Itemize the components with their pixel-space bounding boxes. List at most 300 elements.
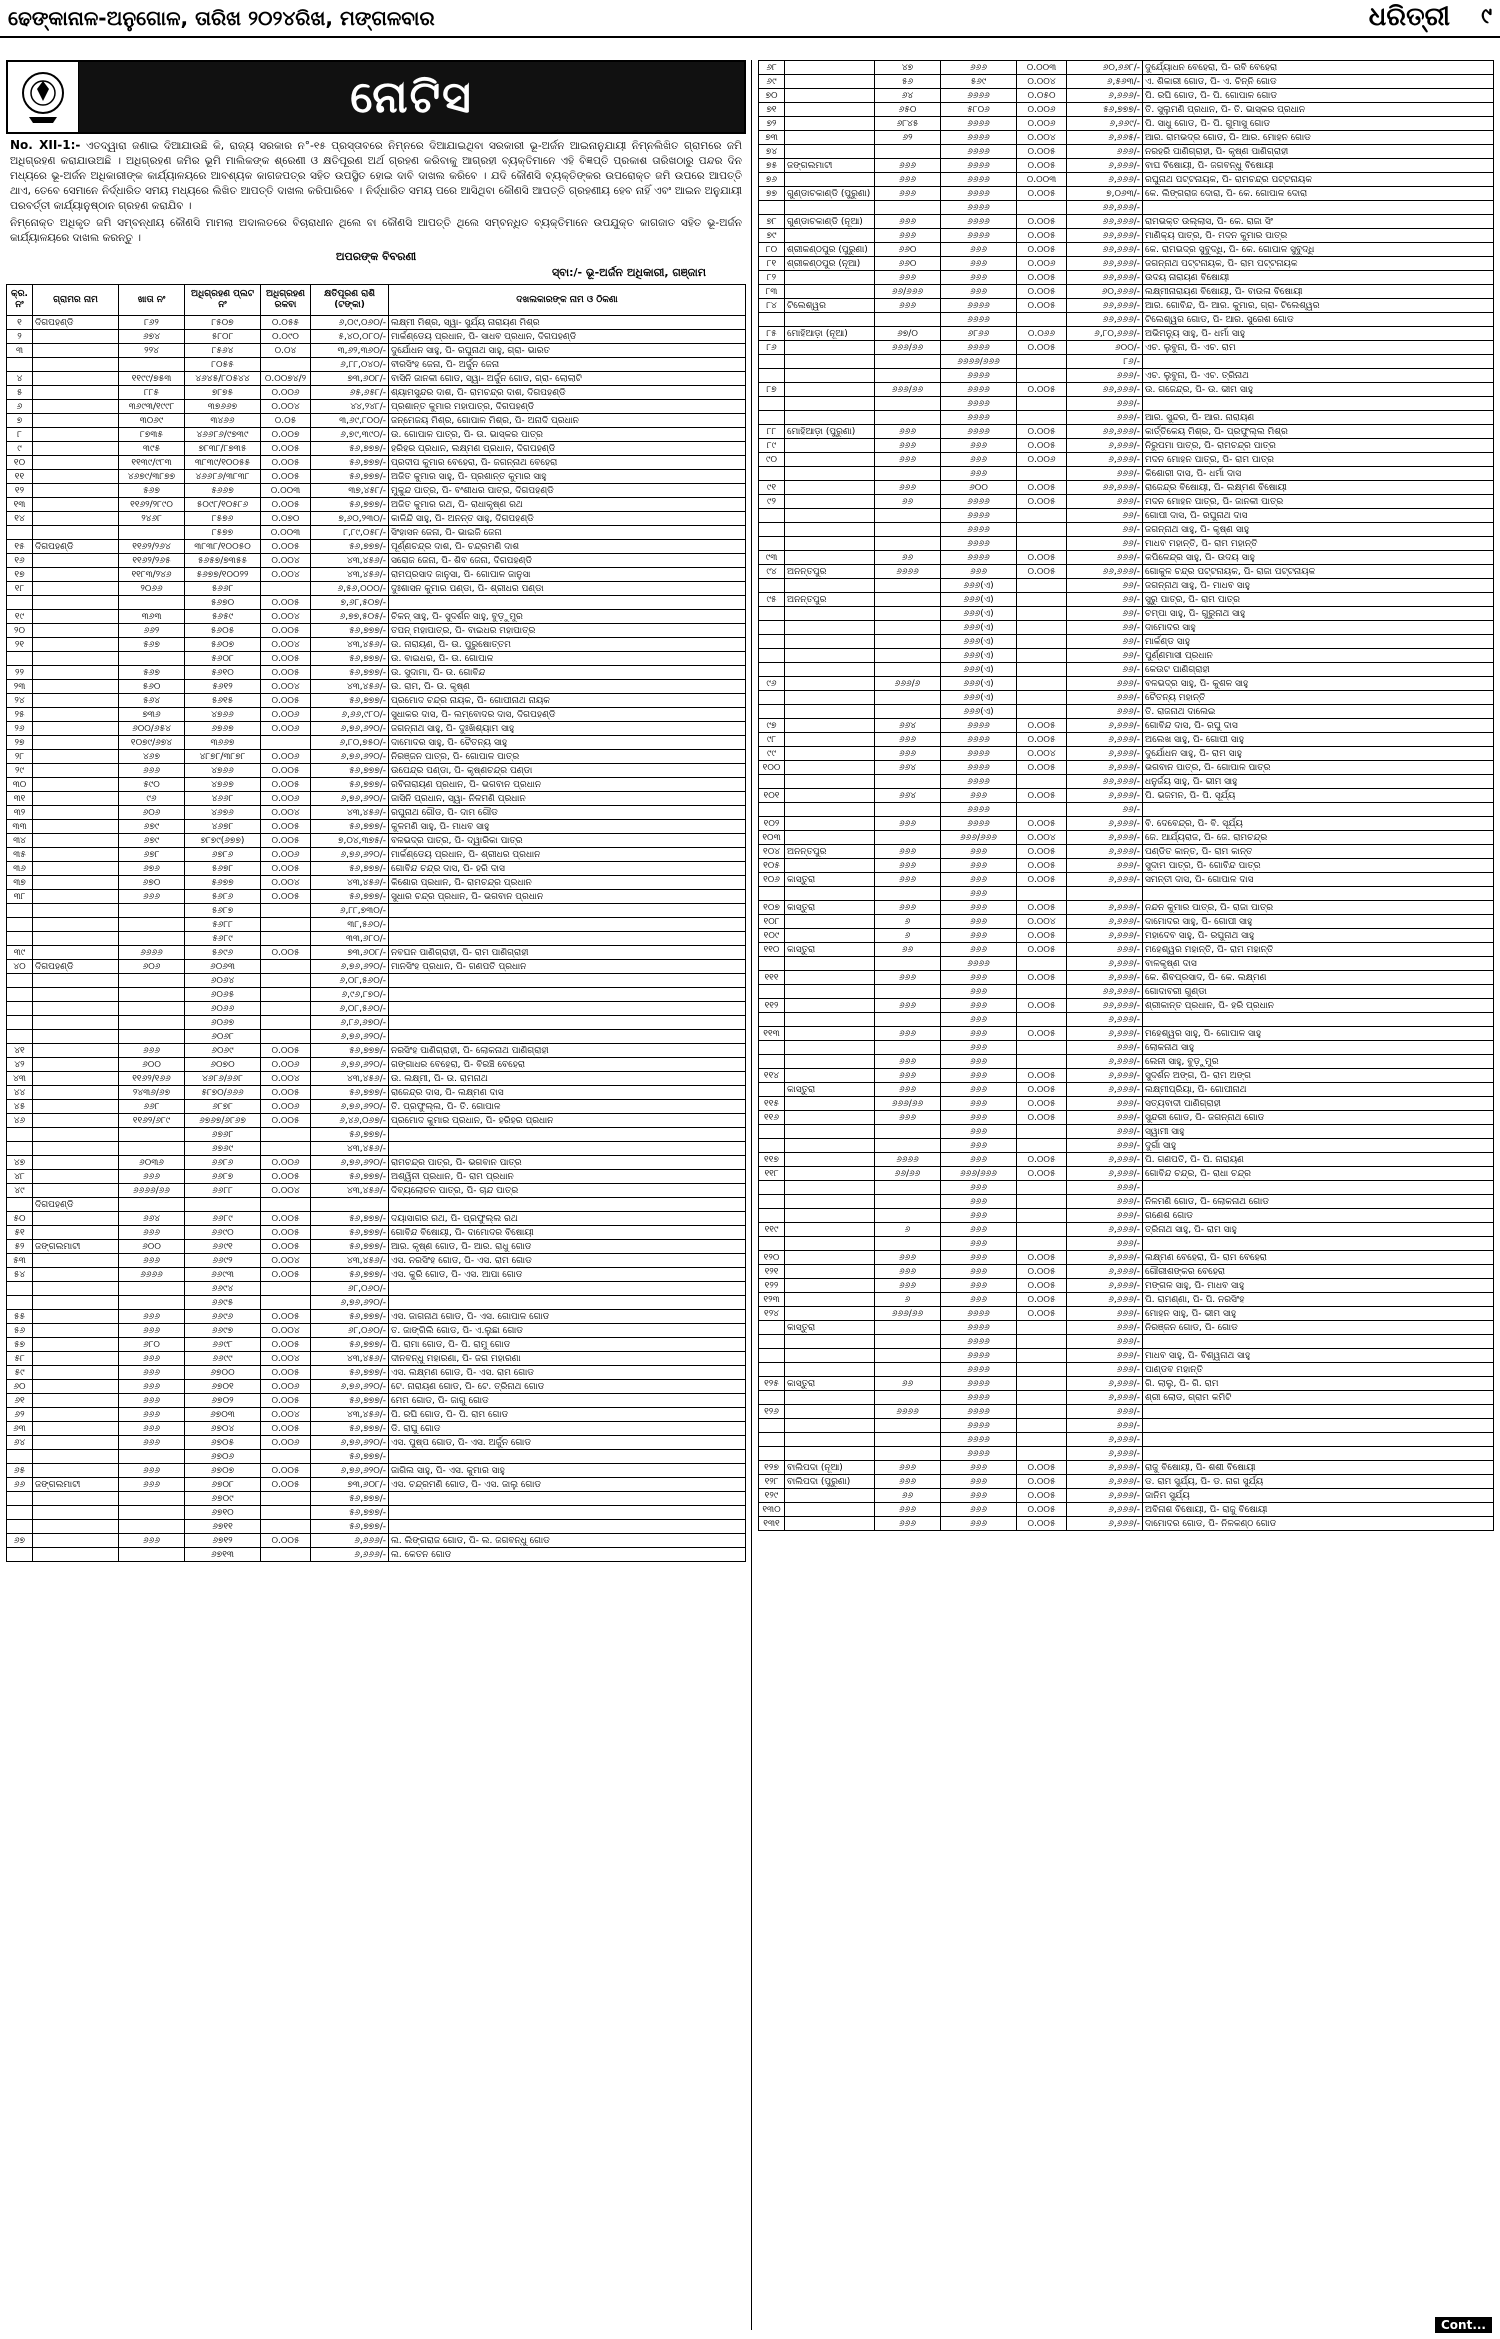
table-cell [785,887,875,901]
table-cell: ୦.୦୦୩ [261,484,311,498]
table-cell: ୫୬,୭୭୭/- [311,1212,389,1226]
table-cell: ବାଳକୃଷ୍ଣ ଦାସ [1143,957,1494,971]
table-cell: ନିଳମଣି ଗୋଡ, ପି- ଲୋକନାଥ ଗୋଡ [1143,1195,1494,1209]
table-cell [1143,1237,1494,1251]
table-cell: ୧୧୯୯/୭୫୩ [119,372,185,386]
table-cell: ୮୦ [759,243,785,257]
table-cell: ୪୯ [7,1184,33,1198]
table-row [7,484,746,498]
table-cell: ୬,୬୬୬/- [1067,1279,1143,1293]
table-cell: ୬୬୬ [941,1069,1017,1083]
table-cell [33,1296,119,1310]
table-cell: ୬୬୬(ଏ) [941,579,1017,593]
table-cell: ୬୬୬/୬୬୬ [941,1167,1017,1181]
table-cell: ୪୩,୪୫୬/- [311,638,389,652]
table-cell: ପ୍ରଦୀପ କୁମାର ବେହେରା, ପି- ଜଗନ୍ନାଥ ବେହେରା [389,456,746,470]
table-cell: ୦.୦୦୫ [1017,971,1067,985]
table-cell [785,859,875,873]
table-cell: ଜନ୍ମେଜୟ ମିଶ୍ର, ଗୋପାଳ ମିଶ୍ର, ପି- ଅନାଦି ପ୍ରଧାନ [389,414,746,428]
table-cell [33,1086,119,1100]
table-cell: ୬,୭୬,୬୨୦/- [311,1030,389,1044]
table-row [759,313,1494,327]
table-cell: ଏ. ଶିକାରୀ ଗୋଡ, ପି- ଏ. ଚିନ୍ନି ଗୋଡ [1143,75,1494,89]
table-row [7,848,746,862]
table-cell: ୦.୦୦୫ [1017,1265,1067,1279]
table-cell: ୬୮,୦୬୦/- [311,1324,389,1338]
table-cell: ଜଙ୍ଗଲମାଟୀ [33,1478,119,1492]
table-cell: ୬,୮୮,୦୪୦/- [311,358,389,372]
table-cell [759,355,785,369]
table-cell: ୬୬୮ [119,1100,185,1114]
table-cell: ୧୮ [7,582,33,596]
table-cell: ୬୬୬/- [1067,1097,1143,1111]
table-cell: ୬୦,୬୬୬/- [1067,285,1143,299]
table-row [7,1198,746,1212]
table-cell: ଦାମୋଦର ସାହୁ, ପି- ଗୋପୀ ସାହୁ [1143,915,1494,929]
table-row [759,705,1494,719]
table-cell: ୬୬୬ [875,299,941,313]
table-cell: ସୁଦର୍ଶନ ଅଙ୍ଗ, ପି- ରାମ ଅଙ୍ଗ [1143,1069,1494,1083]
table-cell: ୫ [7,386,33,400]
table-cell: ତି. ପ୍ରଫୁଲ୍ଲ, ପି- ତି. ଗୋପାଳ [389,1100,746,1114]
table-row [759,677,1494,691]
table-row [7,456,746,470]
table-row [7,330,746,344]
table-row [759,103,1494,117]
table-cell: ୬୦,୬୬୮/- [1067,61,1143,75]
table-cell: ରାଜେନ୍ଦ୍ର ଦାସ, ପି- ଲକ୍ଷ୍ମଣ ଦାସ [389,1086,746,1100]
table-cell [33,1310,119,1324]
table-cell [785,817,875,831]
table-cell [33,1072,119,1086]
table-cell [33,582,119,596]
table-cell [33,722,119,736]
table-cell: ୬୬୮୮ [185,1184,261,1198]
table-cell: ୧୧୮୩/୨୪୬ [119,568,185,582]
table-cell [785,383,875,397]
table-cell [33,1044,119,1058]
table-row [759,117,1494,131]
left-column [6,60,746,2330]
table-cell: ୬,୬୬୬/- [1067,1447,1143,1461]
table-cell: ୫୬,୭୭୭/- [311,470,389,484]
table-cell [759,1181,785,1195]
table-cell: ୬,୬୬୬/- [1067,1265,1143,1279]
table-cell [33,1548,119,1562]
table-cell [785,439,875,453]
table-cell: ୬ [875,1293,941,1307]
table-cell: ରଘୁନାଥ ଗୌଡ, ପି- ଦାମ ଗୌଡ [389,806,746,820]
table-cell: ୬,୬୬୬/- [1067,1055,1143,1069]
table-row [759,1251,1494,1265]
table-cell: ଏସ. ପୁଷ୍ପ ଗୋଡ, ପି- ଏସ. ଅର୍ଜୁନ ଗୋଡ [389,1436,746,1450]
table-cell: ୦.୦୦୫ [1017,901,1067,915]
table-cell [261,1128,311,1142]
table-cell [785,1069,875,1083]
table-cell: ୦.୦୦୫ [261,470,311,484]
table-cell [119,918,185,932]
table-row [759,719,1494,733]
table-cell: ୭୩,୬୦୮/- [311,946,389,960]
table-cell: ଚୈତନ୍ୟ ମହାନ୍ତି [1143,691,1494,705]
table-cell [33,806,119,820]
table-cell [785,831,875,845]
table-cell: ଦୁର୍ଯ୍ୟୋଧନ ବେହେରା, ପି- ରବି ବେହେରା [1143,61,1494,75]
table-cell [785,719,875,733]
table-cell [875,1363,941,1377]
table-cell: ୬୬୬ [941,859,1017,873]
table-cell: ୬୫ [7,1464,33,1478]
table-cell [875,607,941,621]
table-cell: କୁଳମଣି ସାହୁ, ପି- ମାଧବ ସାହୁ [389,820,746,834]
table-cell: ୬୬୬/୬୬ [875,1097,941,1111]
table-cell: ୪୪,୨୪୮/- [311,400,389,414]
table-cell: ବାଲିପଦା (ପୁରୁଣା) [785,1475,875,1489]
table-cell: ୦.୦୦୫ [261,540,311,554]
table-cell: ୦.୦୦୬ [261,722,311,736]
table-row [7,470,746,484]
table-cell: ମୋହିଆଡ଼ା (ନୂଆ) [785,327,875,341]
table-cell [875,649,941,663]
table-cell: ୬,୮୦,୬୬୬/- [1067,327,1143,341]
table-row [7,1282,746,1296]
table-cell: ୬୬୬ [941,1181,1017,1195]
table-cell [785,1139,875,1153]
table-cell: ରାମଚନ୍ଦ୍ର ପାତ୍ର, ପି- ଭଗବାନ ପାତ୍ର [389,1156,746,1170]
table-row [7,400,746,414]
table-cell: କାସ୍ତୁରା [785,873,875,887]
table-cell: ୬୬୬ [941,467,1017,481]
table-cell [7,988,33,1002]
table-cell [785,341,875,355]
table-cell [389,918,746,932]
table-cell: ୫୮୭୦/୬୬୬ [185,1086,261,1100]
table-cell: ୬୬ [875,1377,941,1391]
table-row [7,1422,746,1436]
table-header-cell: ଅଧିଗ୍ରହଣ ପ୍ଲଟ ନଂ [185,285,261,316]
table-cell: ୬,୬୬୬/- [1067,1461,1143,1475]
table-cell: ୪୩,୪୫୬/- [311,1352,389,1366]
table-cell [261,1506,311,1520]
table-cell: ୬୬୬ [941,1475,1017,1489]
table-cell: ୬୭୦୮ [185,1478,261,1492]
table-row [7,498,746,512]
table-row [759,201,1494,215]
table-cell: ବଳଭଦ୍ର ସାହୁ, ପି- କୁଶଳ ସାହୁ [1143,677,1494,691]
table-cell: ବି. ଦେବେନ୍ଦ୍ର, ପି- ବି. ସୂର୍ଯ୍ୟ [1143,817,1494,831]
table-cell: ୬୬/- [1067,579,1143,593]
table-row [759,845,1494,859]
table-cell: ୯୪ [759,565,785,579]
table-cell: ୭୩ [759,131,785,145]
table-cell: ୩୮,୫୬୦/- [311,918,389,932]
table-cell: ୪୩,୪୫୬/- [311,1142,389,1156]
table-row [759,607,1494,621]
table-cell: ୬୬୬ [875,159,941,173]
table-cell: ଏସ. ଚନ୍ଦ୍ରମଣି ଗୋଡ, ପି- ଏସ. ଜାଲୁ ଗୋଡ [389,1478,746,1492]
table-cell: ୦.୦୦୬ [1017,103,1067,117]
table-cell: ୦.୦୦୪ [1017,915,1067,929]
table-cell: ଧନୁର୍ଜୟ ସାହୁ, ପି- ଭୀମ ସାହୁ [1143,775,1494,789]
table-cell: ୫୬,୭୭୭/- [311,1044,389,1058]
table-cell: ୩୬ [7,862,33,876]
table-cell [119,1296,185,1310]
table-row [759,145,1494,159]
table-cell [33,1114,119,1128]
table-cell [33,428,119,442]
table-cell: ଗୁଣ୍ଡାଚକାଣ୍ଡି (ନୂଆ) [785,215,875,229]
table-cell: ୬୬୬ [941,565,1017,579]
table-cell [1017,355,1067,369]
table-cell: ୬୬୬୬ [941,187,1017,201]
table-cell [33,1352,119,1366]
table-cell: ୧୧୬୨/୨୮୯୦ [119,498,185,512]
table-cell: ୧୦୮ [759,915,785,929]
table-cell: ୬୪ [7,1436,33,1450]
table-cell: ୫୬୮୯ [185,932,261,946]
table-cell [785,509,875,523]
table-cell: ୬୬୬ [875,1475,941,1489]
table-cell: ୬୬/- [1067,663,1143,677]
table-cell: ୬୬୮୯ [185,1212,261,1226]
table-cell: କାସ୍ତୁରା [785,1321,875,1335]
table-cell: ୧୦୭୯/୬୭୪ [119,736,185,750]
table-cell: ୦.୦୦୫ [261,862,311,876]
table-cell: ୬୬୬/୬୬ [875,341,941,355]
table-cell: ୬୬୬/- [1067,1041,1143,1055]
table-row [7,988,746,1002]
table-cell [875,663,941,677]
table-cell: ୬୦୦/୬୫୪ [119,722,185,736]
table-cell: ୬୬୬୬ [941,159,1017,173]
table-cell [1017,1377,1067,1391]
table-cell: ୮୫୭୭ [185,526,261,540]
table-cell [1017,397,1067,411]
table-cell [33,1394,119,1408]
table-cell: ୦.୦୦୫ [1017,565,1067,579]
table-cell: ୫୬,୭୭୭/- [311,1422,389,1436]
table-cell [759,369,785,383]
table-cell: ତପନ୍ ମହାପାତ୍ର, ପି- ବାଇଧର ମହାପାତ୍ର [389,624,746,638]
table-cell [785,495,875,509]
table-cell [33,1058,119,1072]
table-cell: ଜାନିମ ସୁର୍ଯ୍ୟ [1143,1489,1494,1503]
table-cell: ୬,୬୬୬/- [1067,1013,1143,1027]
table-cell: ୬୬/- [1067,607,1143,621]
table-cell: ୪୭୬୬ [185,764,261,778]
table-cell [875,509,941,523]
table-cell [261,358,311,372]
table-cell: ୬୬୬ [875,901,941,915]
table-cell [759,1041,785,1055]
table-cell [33,1366,119,1380]
table-cell: ୪୦ [7,960,33,974]
table-cell: ୬୬୬୬ [119,1268,185,1282]
table-cell: ୬୬୬ [941,873,1017,887]
table-cell [33,904,119,918]
table-cell [33,1282,119,1296]
table-cell [785,285,875,299]
table-cell: ୦.୦୦୪ [1017,831,1067,845]
table-cell: ଦାମୋଦର ସାହୁ [1143,621,1494,635]
table-cell: ୬୨ [875,131,941,145]
table-cell [785,551,875,565]
table-cell: ଗଣେଶ ଗୋଡ [1143,1209,1494,1223]
table-cell: ୭୩,୬୦୮/- [311,1478,389,1492]
table-cell: ୬,୬୬୬/- [1067,173,1143,187]
table-row [759,971,1494,985]
table-cell: ୬୬୬୬ [941,509,1017,523]
table-cell: ୧୨୭ [759,1461,785,1475]
table-cell: କାସ୍ତୁରା [785,943,875,957]
table-cell [759,523,785,537]
table-cell: ୫୬୭୭ [185,876,261,890]
table-cell: ୬୬୬/- [1067,411,1143,425]
table-cell [261,988,311,1002]
table-cell: ୨୦୬୬ [119,582,185,596]
table-cell: ୮୫ [759,327,785,341]
table-cell [759,1447,785,1461]
table-cell [389,1030,746,1044]
table-cell [785,313,875,327]
table-cell: ୫୬,୭୭୭/- [311,666,389,680]
table-cell [1143,803,1494,817]
table-cell: ଲୋକନାଥ ସାହୁ [1143,1041,1494,1055]
table-cell [33,1016,119,1030]
table-cell: ଅଶ୍ୱିନୀ ପ୍ରଧାନ, ପି- ରାମ ପ୍ରଧାନ [389,1170,746,1184]
table-cell: ୩୧ [7,792,33,806]
table-cell: ୦.୦୦୬ [261,1058,311,1072]
table-cell: ୬୬୦ [875,243,941,257]
table-row [7,820,746,834]
table-cell: ୦.୦୦୫ [1017,719,1067,733]
table-cell: ୬,୬୬୬/- [1067,901,1143,915]
table-cell: ୬୬୬ [875,271,941,285]
table-cell: ୯୯ [759,747,785,761]
table-cell [785,145,875,159]
table-cell: ୫୬,୭୭୭/- [311,498,389,512]
table-cell [261,582,311,596]
table-cell: ୬୬ [875,1489,941,1503]
table-row [759,537,1494,551]
table-cell: ଲକ୍ଷ୍ମଣ ବେହେରା, ପି- ରାମ ବେହେରା [1143,1251,1494,1265]
table-row [7,1030,746,1044]
table-row [7,1520,746,1534]
table-cell: ୪୨ [7,1058,33,1072]
table-cell: ୫୬,୭୭୭/- [311,1240,389,1254]
table-cell [33,750,119,764]
table-cell: ୬୭/୦ [875,327,941,341]
table-cell: ଟିଲେଶ୍ୱର [785,299,875,313]
table-cell [875,1125,941,1139]
table-cell: ୨୭ [7,736,33,750]
table-row [759,341,1494,355]
table-cell: ୦.୦୦୫ [1017,1069,1067,1083]
table-cell: ୫୬,୭୭୭/- [311,1338,389,1352]
table-cell: ୬୬୬(ଏ) [941,691,1017,705]
table-cell: ଦୁର୍ଗା ସାହୁ [1143,1139,1494,1153]
table-cell: ୩୬୬୭ [185,736,261,750]
table-cell [785,761,875,775]
table-cell [785,411,875,425]
table-row [759,355,1494,369]
table-cell: ୬୬୬ [941,243,1017,257]
table-cell [785,131,875,145]
table-row [759,1419,1494,1433]
table-row [759,985,1494,999]
table-cell: ୬୬୬ [941,1517,1017,1531]
table-cell [33,1436,119,1450]
table-cell: ଦୁଃଶାସନ କୁମାର ପଣ୍ଡା, ପି- ଶ୍ରୀଧର ପଣ୍ଡା [389,582,746,596]
table-cell: ୬୭୬୭/୬୮୬୭ [185,1114,261,1128]
table-cell: ୬୬୬୬/୬୬ [119,1184,185,1198]
table-cell: ଶ୍ରୀକାନ୍ତ ପ୍ରଧାନ, ପି- ହରି ପ୍ରଧାନ [1143,999,1494,1013]
table-cell: ୬୬୬ [119,1254,185,1268]
table-row [759,1223,1494,1237]
table-cell: ୬,୬୬୬/- [1067,453,1143,467]
table-row [759,1055,1494,1069]
table-cell: ୬୬୬୬ [875,1153,941,1167]
table-row [7,1296,746,1310]
table-cell: ଦିଗପହଣ୍ଡି [33,540,119,554]
table-cell: ୦.୦୦୫ [261,442,311,456]
table-cell: ଜଗନ୍ନାଥ ସାହୁ, ପି- କୃଷ୍ଣ ସାହୁ [1143,523,1494,537]
table-cell: ୬୬୬ [941,1125,1017,1139]
table-cell [389,1198,746,1212]
table-cell: ଟିଲେଶ୍ୱର ଗୋଡ, ପି- ଆର. ସୁରେଶ ଗୋଡ [1143,313,1494,327]
table-cell [33,820,119,834]
table-cell: ୫୬୮୭ [185,904,261,918]
table-cell [759,579,785,593]
table-cell [785,1055,875,1069]
table-cell [785,1503,875,1517]
table-cell: ୬୬୬ [875,1461,941,1475]
table-cell: ୬୬୬ [941,1027,1017,1041]
table-cell: ୧୧୩୯/୯୮୩ [119,456,185,470]
table-cell: ୧୨୮ [759,1475,785,1489]
table-cell: ୩୬୩ [119,610,185,624]
table-row [759,1167,1494,1181]
table-cell [785,1195,875,1209]
table-row [7,386,746,400]
table-cell: ୬୬୬ [941,453,1017,467]
table-cell: ୧୭ [7,568,33,582]
table-cell: ୧୬ [7,554,33,568]
table-cell: ନବଘନ ପାଣିଗ୍ରାହୀ, ପି- ରାମ ପାଣିଗ୍ରାହୀ [389,946,746,960]
table-cell: ୫୭ [7,1338,33,1352]
notice-header [6,60,746,134]
table-cell: ୬୬୬ [119,1324,185,1338]
table-cell: ୦.୦୦୬ [261,792,311,806]
table-cell: ୩ [7,344,33,358]
table-cell: ୫୩ [7,1254,33,1268]
table-cell: ୬୬୬ [941,257,1017,271]
table-cell: ୩୮ [7,890,33,904]
table-cell: ୬୬୬ [941,845,1017,859]
table-cell: ୬୭୮୬ [185,848,261,862]
table-cell: ୦.୦୦୬ [261,1436,311,1450]
table-row [759,271,1494,285]
table-cell: ସରୋଜ ଜେନା, ପି- ଶିବ ଜେନା, ଦିଗପହଣ୍ଡି [389,554,746,568]
table-cell: ଗୋବିନ୍ଦ ଚନ୍ଦ୍ର ଦାସ, ପି- ହରି ଦାସ [389,862,746,876]
table-cell [389,1282,746,1296]
table-cell: ୬୬୬(ଏ) [941,663,1017,677]
table-cell: ୫୫ [7,1310,33,1324]
table-cell: ୮୫୦୭ [185,316,261,330]
table-cell: ୬୬,୬୬୬/- [1067,243,1143,257]
table-row [759,635,1494,649]
table-cell: ୬୬୬/- [1067,1349,1143,1363]
